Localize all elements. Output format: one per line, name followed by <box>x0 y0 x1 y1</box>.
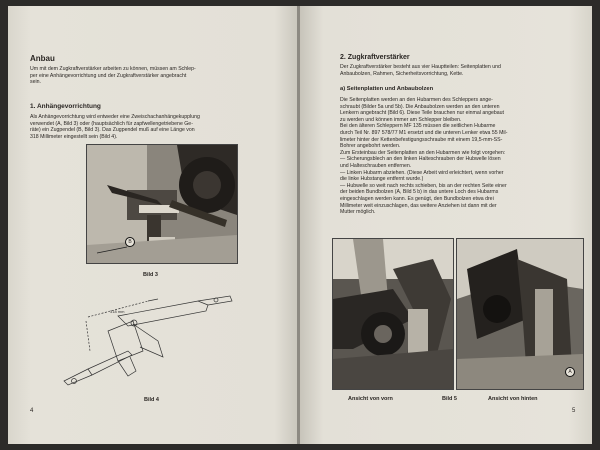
hubarm-front-photo <box>333 239 453 389</box>
hubarm-rear-photo <box>457 239 583 389</box>
intro-text: Um mit dem Zugkraftverstärker arbeiten zu können, müssen am Schlep- per eine Anhängevorrichtung und der Zugkraftverstärker angebracht sein. <box>30 66 196 86</box>
section-text: Als Anhängevorrichtung wird entweder eine Zweischachanhängekupplung verwendet (A, Bild 3) oder (hauptsächlich für zapfwellengetriebene Ge- räte) ein Zugpendel (B, Bild 3). Das Zugpendel muß auf eine Länge von 318 Millimeter eingestellt sein (Bild 4). <box>30 114 200 140</box>
caption-bild-3: Bild 3 <box>143 272 158 278</box>
right-page <box>300 6 592 444</box>
caption-ansicht-von-hinten: Ansicht von hinten <box>488 396 538 402</box>
booklet-spread <box>8 6 592 444</box>
photo-ansicht-von-vorn <box>332 238 454 390</box>
page-number-left: 4 <box>30 408 34 414</box>
heading-anbau: Anbau <box>30 54 55 63</box>
section-heading-anhaengevorrichtung: 1. Anhängevorrichtung <box>30 103 101 110</box>
caption-bild-5: Bild 5 <box>442 396 457 402</box>
right-intro-text: Der Zugkraftverstärker besteht aus vier Hauptteilen: Seitenplatten und Anbaubolzen, Rahmen, Sicherheitsvorrichtung, Kette. <box>340 64 501 77</box>
subheading-seitenplatten: a) Seitenplatten und Anbaubolzen <box>340 86 434 92</box>
drawing-dimension-label: 318 mm <box>110 309 125 314</box>
caption-bild-4: Bild 4 <box>144 397 159 403</box>
label-a-bild-3: B <box>125 237 135 247</box>
photo-ansicht-von-hinten <box>456 238 584 390</box>
heading-zugkraftverstaerker: 2. Zugkraftverstärker <box>340 54 410 61</box>
tractor-hitch-photo <box>87 145 237 263</box>
photo-bild-3 <box>86 144 238 264</box>
label-a-bild-5: A <box>565 367 575 377</box>
left-page <box>8 6 298 444</box>
page-number-right: 5 <box>572 408 576 414</box>
drawing-bild-4 <box>48 291 238 391</box>
right-body-text: Die Seitenplatten werden an den Hubarmen des Schleppers ange- schraubt (Bilder 5a und 5b). Die Anbaubolzen werden an den unteren Lenkern angebracht (Bild 6). Diese Teile brauchen nur einmal angebaut zu werden und können immer am Schlepper bleiben. Bei den älteren Schleppern MF 135 müssen die seitlichen Hubarme durch Teil Nr. 897 578/77 M1 ersetzt und die unteren Lenker etwa 55 Mil- limeter hinter der Kettenbefestigungsschraube mit einem 19,5-mm-SS- Bohrer angebohrt werden. Zum Ersteinbau der Seitenplatten an den Hubarmen wie folgt vorgehen: — Sicherungsblech an den linken Halteschrauben der Hubwelle lösen und Halteschrauben entfernen. — Linken Hubarm abziehen. (Diese Arbeit wird erleichtert, wenn vorher die linke Hubstange entfernt wurde.) — Hubwelle so weit nach rechts schieben, bis an der rechten Seite einer der beiden Bundbolzen (A, Bild 5 b) in das untere Loch des Hubarms eingeschlagen werden kann. Es genügt, den Bundbolzen etwa drei Millimeter weit einzuschlagen, das weitere Anziehen ist dann mit der Mutter möglich. <box>340 97 508 216</box>
caption-ansicht-von-vorn: Ansicht von vorn <box>348 396 393 402</box>
